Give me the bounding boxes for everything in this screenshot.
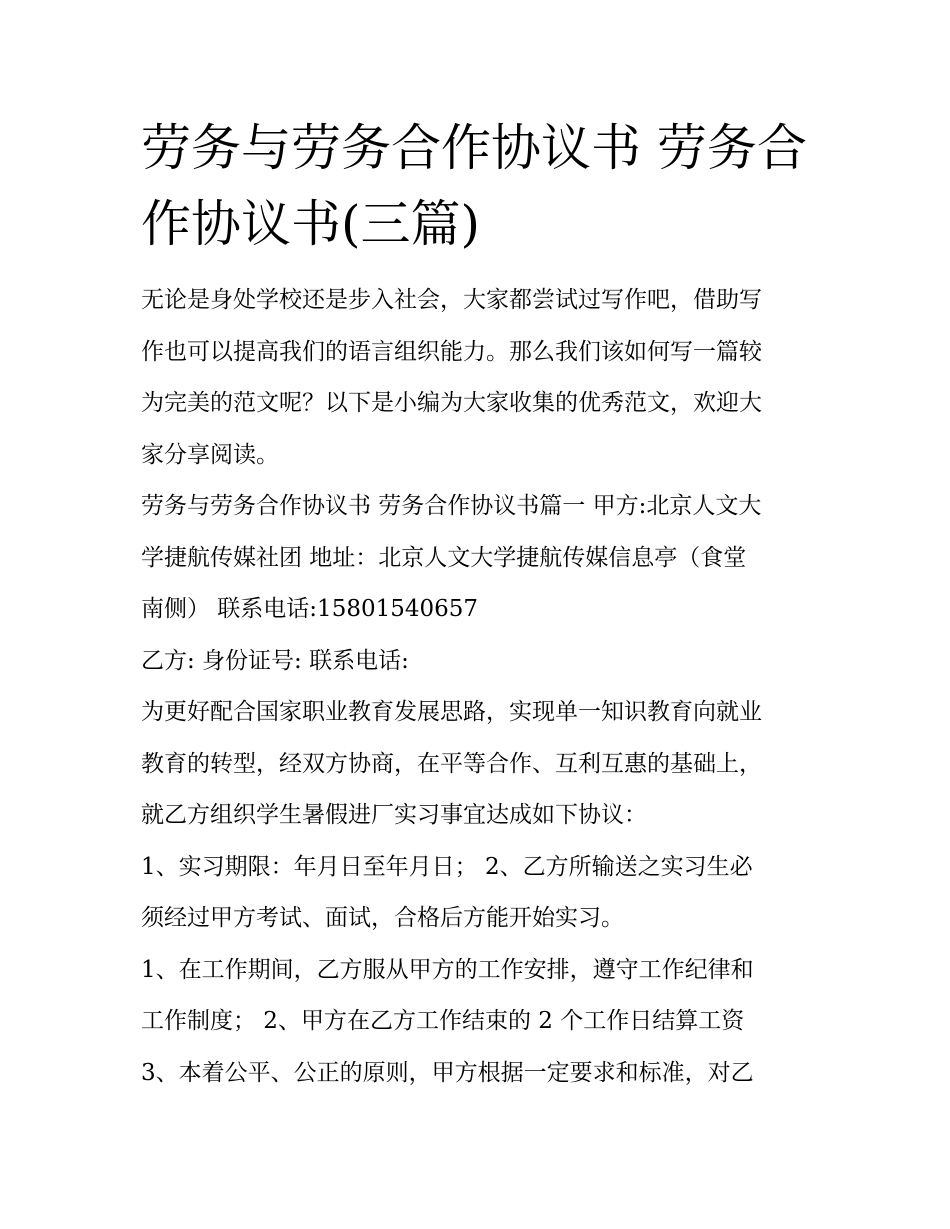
internship-period-paragraph: 1、实习期限：年月日至年月日； 2、乙方所输送之实习生必 须经过甲方考试、面试，合格后方能开始实习。 <box>141 853 753 931</box>
intro-paragraph: 无论是身处学校还是步入社会，大家都尝试过写作吧，借助写 作也可以提高我们的语言组织能力。那么我们该如何写一篇较 为完美的范文呢？以下是小编为大家收集的优秀范文，欢迎大 家分享阅读。 <box>141 287 762 468</box>
party-b-paragraph: 乙方: 身份证号: 联系电话: <box>141 647 409 674</box>
document-body <box>141 275 821 1099</box>
agreement-purpose-paragraph: 为更好配合国家职业教育发展思路，实现单一知识教育向就业 教育的转型，经双方协商，在平等合作、互利互惠的基础上， 就乙方组织学生暑假进厂实习事宜达成如下协议： <box>141 699 762 828</box>
work-rules-paragraph: 1、在工作期间，乙方服从甲方的工作安排，遵守工作纪律和 工作制度； 2、甲方在乙方工作结束的 2 个工作日结算工资 <box>141 956 754 1034</box>
document-title: 劳务与劳务合作协议书 劳务合 作协议书(三篇) <box>141 119 807 253</box>
party-a-paragraph: 劳务与劳务合作协议书 劳务合作协议书篇一 甲方:北京人文大 学捷航传媒社团 地址：北京人文大学捷航传媒信息亭（食堂 南侧） 联系电话:15801540657 <box>141 493 762 622</box>
evaluation-paragraph: 3、本着公平、公正的原则，甲方根据一定要求和标准，对乙 <box>141 1059 754 1086</box>
